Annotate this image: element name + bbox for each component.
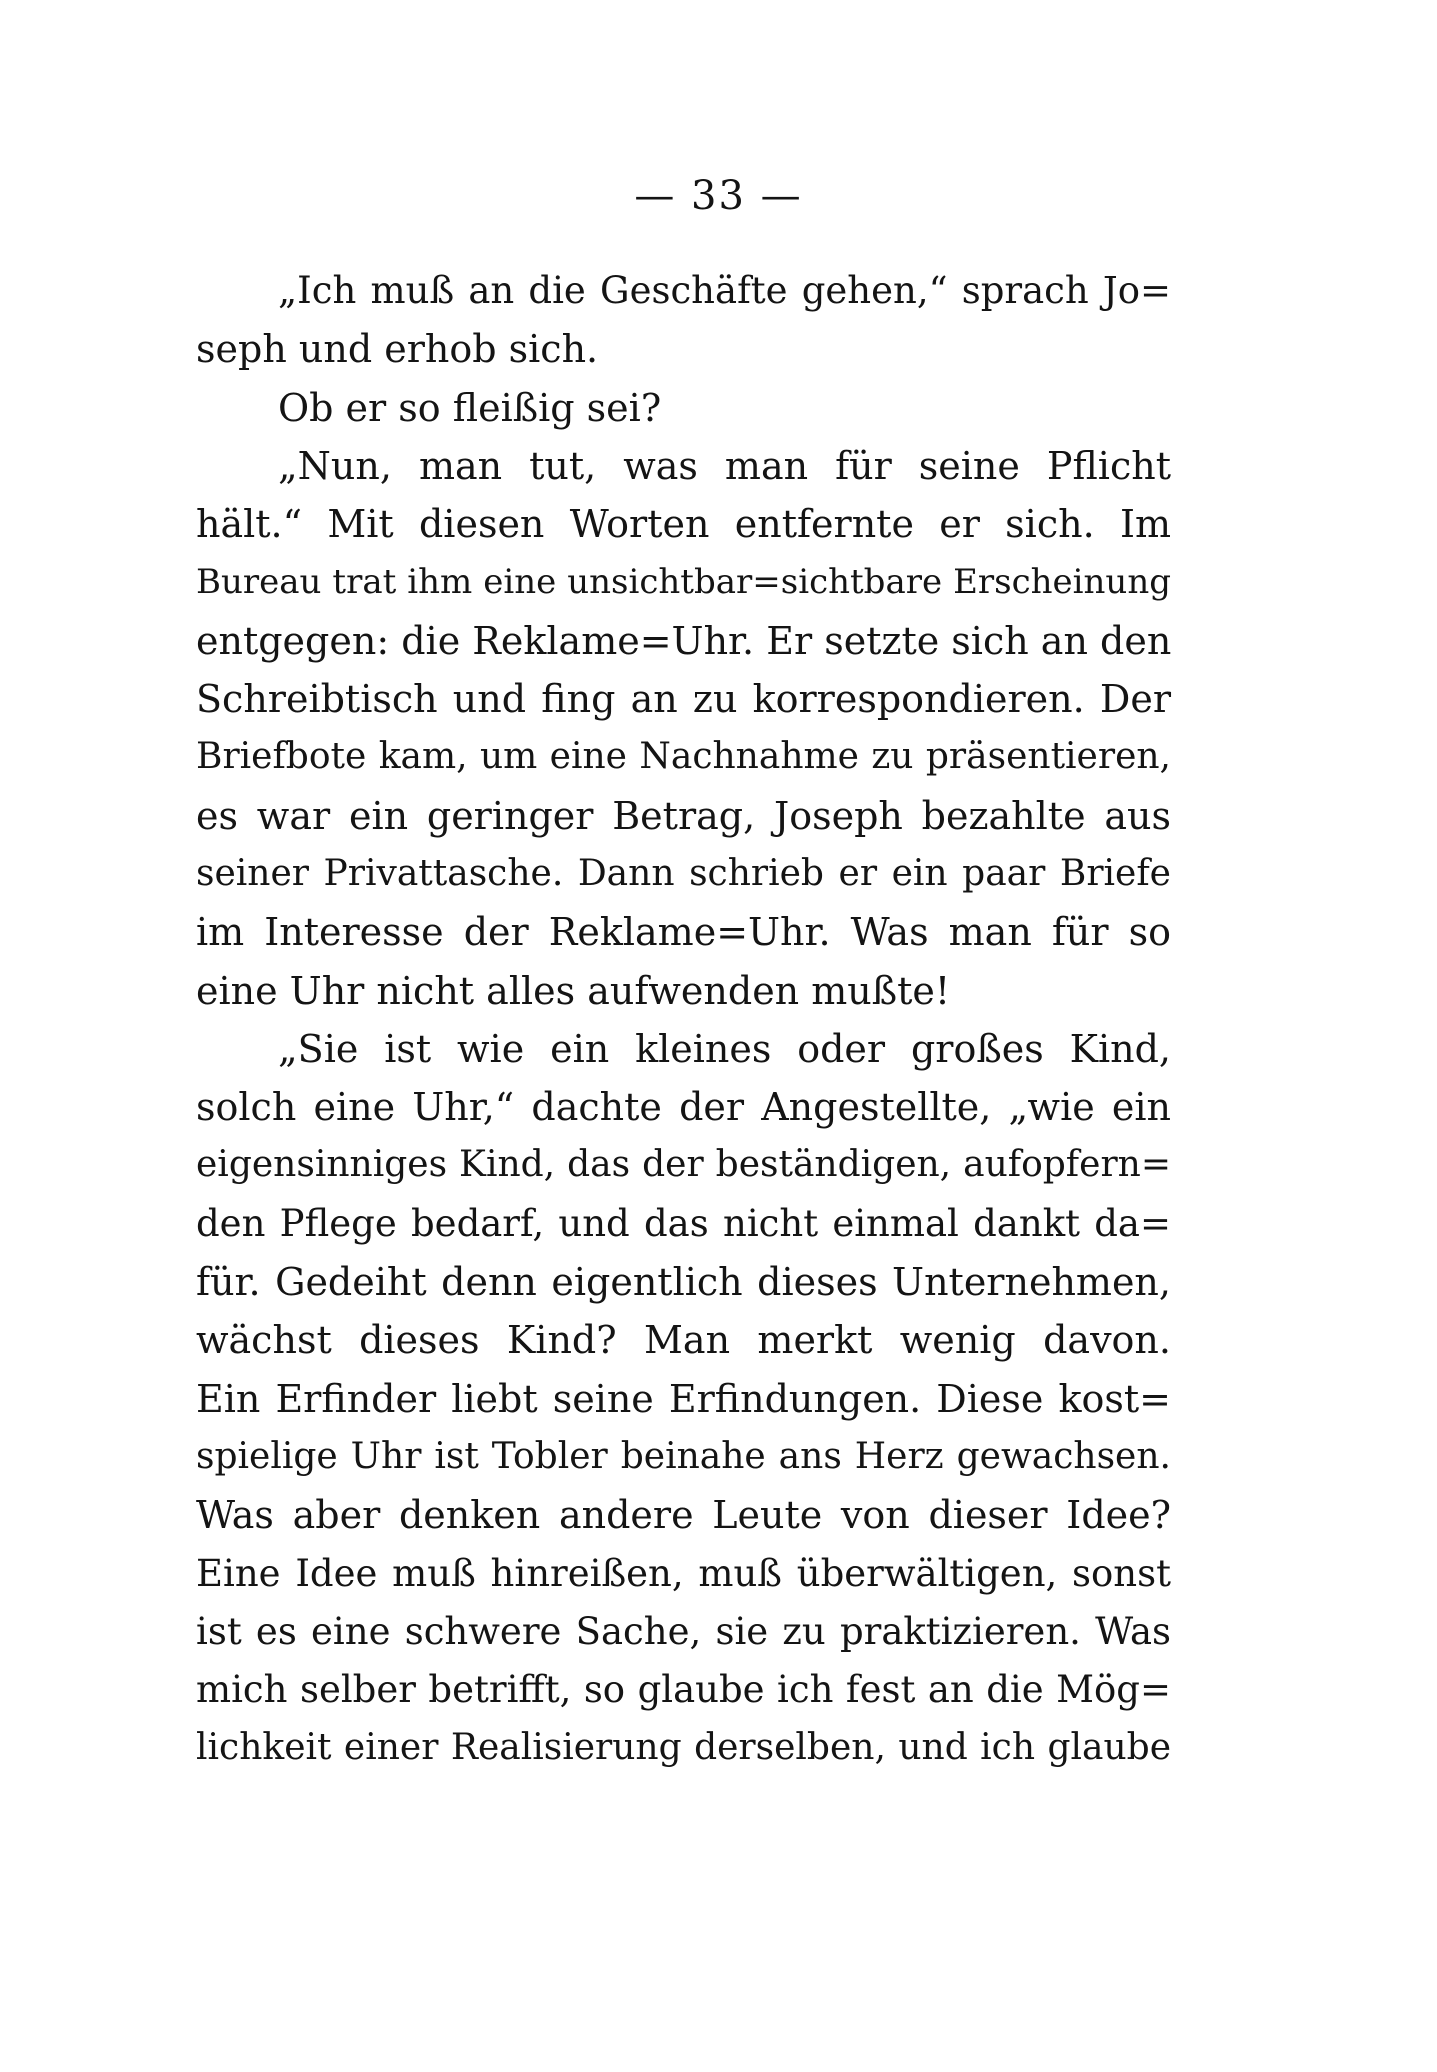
page-number: — 33 — <box>634 173 803 219</box>
text-line: Briefbote kam, um eine Nachnahme zu präsentieren, <box>196 736 1171 778</box>
text-line: seiner Privattasche. Dann schrieb er ein paar Briefe <box>196 852 1171 894</box>
text-line: Schreibtisch und fing an zu korrespondieren. Der <box>196 677 1171 722</box>
text-line: für. Gedeiht denn eigentlich dieses Unternehmen, <box>196 1260 1171 1305</box>
text-line: „Sie ist wie ein kleines oder großes Kind, <box>278 1026 1171 1071</box>
text-line: entgegen: die Reklame=Uhr. Er setzte sich an den <box>196 618 1172 663</box>
text-line: „Ich muß an die Geschäfte gehen,“ sprach Jo= <box>278 269 1171 312</box>
text-line: den Pflege bedarf, und das nicht einmal dankt da= <box>196 1201 1171 1245</box>
text-line: eine Uhr nicht alles aufwenden mußte! <box>196 968 951 1013</box>
text-line: Ein Erfinder liebt seine Erfindungen. Diese kost= <box>196 1376 1171 1421</box>
text-line: eigensinniges Kind, das der beständigen, aufopfern= <box>196 1144 1171 1186</box>
text-line: spielige Uhr ist Tobler beinahe ans Herz gewachsen. <box>196 1435 1171 1477</box>
text-line: Ob er so fleißig sei? <box>278 385 662 430</box>
text-line: im Interesse der Reklame=Uhr. Was man für so <box>196 910 1171 955</box>
text-line: hält.“ Mit diesen Worten entfernte er sich. Im <box>196 502 1171 547</box>
text-line: seph und erhob sich. <box>196 327 599 372</box>
text-line: lichkeit einer Realisierung derselben, und ich glaube <box>196 1727 1171 1769</box>
text-line: solch eine Uhr,“ dachte der Angestellte, „wie ein <box>196 1085 1171 1130</box>
text-line: Eine Idee muß hinreißen, muß überwältigen, sonst <box>196 1551 1171 1595</box>
text-line: ist es eine schwere Sache, sie zu praktizieren. Was <box>196 1609 1171 1653</box>
text-line: mich selber betrifft, so glaube ich fest an die Mög= <box>196 1668 1171 1712</box>
text-line: es war ein geringer Betrag, Joseph bezahlte aus <box>196 793 1171 838</box>
text-line: Bureau trat ihm eine unsichtbar=sichtbare Erscheinung <box>196 562 1171 603</box>
text-line: Was aber denken andere Leute von dieser Idee? <box>196 1493 1171 1538</box>
body-text <box>196 262 1171 1778</box>
text-line: „Nun, man tut, was man für seine Pflicht <box>278 443 1171 488</box>
text-line: wächst dieses Kind? Man merkt wenig davon. <box>196 1318 1171 1363</box>
